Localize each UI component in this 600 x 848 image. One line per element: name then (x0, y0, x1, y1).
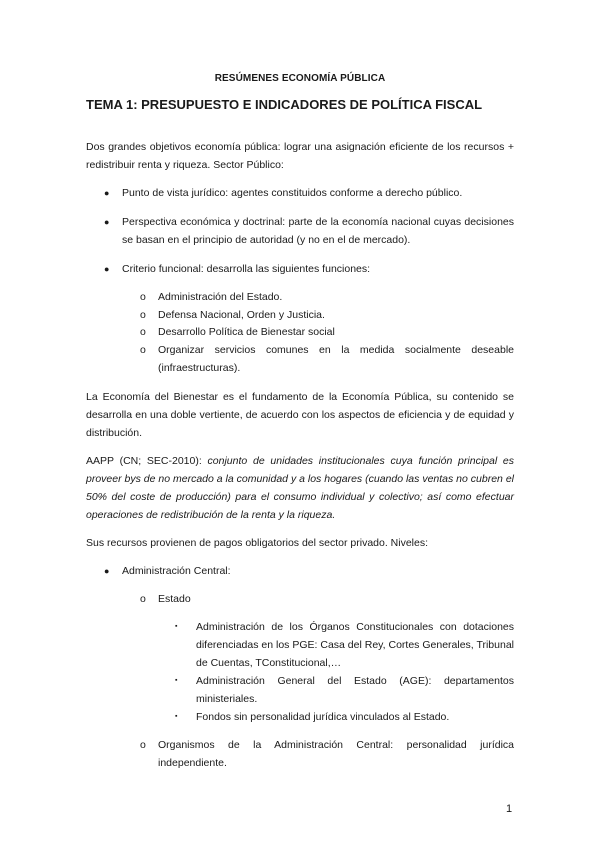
square-marker: ▪ (175, 677, 178, 684)
list-item-text: Administración del Estado. (158, 291, 283, 303)
circle-marker: o (140, 739, 146, 751)
list-item-text: Desarrollo Política de Bienestar social (158, 326, 335, 338)
circle-marker: o (140, 326, 146, 338)
list-item (104, 184, 514, 202)
list-item-text: Estado (158, 593, 191, 605)
list-item (175, 672, 514, 708)
list-item (175, 618, 514, 672)
circle-marker: o (140, 344, 146, 356)
bullet-marker: ● (104, 217, 110, 227)
list-item (104, 213, 514, 249)
intro-paragraph: Dos grandes objetivos economía pública: lograr una asignación eficiente de los recursos + redistribuir renta y riqueza. Sector Público: (86, 141, 514, 171)
list-item (175, 708, 514, 726)
list-item-text: Administración General del Estado (AGE): departamentos ministeriales. (196, 675, 514, 705)
list-item (104, 562, 514, 580)
list-item-text: Administración Central: (122, 565, 231, 577)
list-item-text: Perspectiva económica y doctrinal: parte de la economía nacional cuyas decisiones se basan en el principio de autoridad (y no en el de mercado). (122, 216, 514, 246)
list-item (140, 306, 514, 324)
aapp-definition: conjunto de unidades institucionales cuya función principal es proveer bys de no mercado a la comunidad y a los hogares (cuando las ventas no cubren el 50% del coste de producción) para el consumo individual y colectivo; así como efectuar operaciones de redistribución de la renta y la riqueza. (86, 455, 515, 521)
recursos-paragraph: Sus recursos provienen de pagos obligatorios del sector privado. Niveles: (86, 537, 429, 549)
section-title: TEMA 1: PRESUPUESTO E INDICADORES DE POLÍTICA FISCAL (86, 97, 483, 112)
list-item (140, 341, 514, 377)
list-item (140, 590, 514, 608)
square-marker: ▪ (175, 713, 178, 720)
aapp-prefix: AAPP (CN; SEC-2010): (86, 455, 202, 467)
circle-marker: o (140, 593, 146, 605)
bullet-marker: ● (104, 264, 110, 274)
list-item (140, 288, 514, 306)
bienestar-paragraph: La Economía del Bienestar es el fundamento de la Economía Pública, su contenido se desarrolla en una doble vertiente, de acuerdo con los aspectos de eficiencia y de equidad y distribución. (86, 391, 514, 439)
list-item-text: Defensa Nacional, Orden y Justicia. (158, 309, 325, 321)
aapp-paragraph (86, 452, 514, 524)
page-number: 1 (506, 803, 513, 815)
list-item-text: Administración de los Órganos Constitucionales con dotaciones diferenciadas en los PGE: Casa del Rey, Cortes Generales, Tribunal de Cuentas, TConstitucional,… (196, 621, 514, 669)
list-item (140, 323, 514, 341)
list-item-text: Organizar servicios comunes en la medida socialmente deseable (infraestructuras). (158, 344, 514, 374)
list-item-text: Criterio funcional: desarrolla las siguientes funciones: (122, 263, 371, 275)
square-marker: ▪ (175, 623, 178, 630)
list-item (140, 736, 514, 772)
list-item (104, 260, 514, 278)
list-item-text: Punto de vista jurídico: agentes constituidos conforme a derecho público. (122, 187, 463, 199)
document-title: RESÚMENES ECONOMÍA PÚBLICA (214, 73, 386, 84)
circle-marker: o (140, 291, 146, 303)
circle-marker: o (140, 309, 146, 321)
list-item-text: Fondos sin personalidad jurídica vinculados al Estado. (196, 711, 450, 723)
bullet-marker: ● (104, 188, 110, 198)
bullet-marker: ● (104, 566, 110, 576)
list-item-text: Organismos de la Administración Central: personalidad jurídica independiente. (158, 739, 514, 769)
